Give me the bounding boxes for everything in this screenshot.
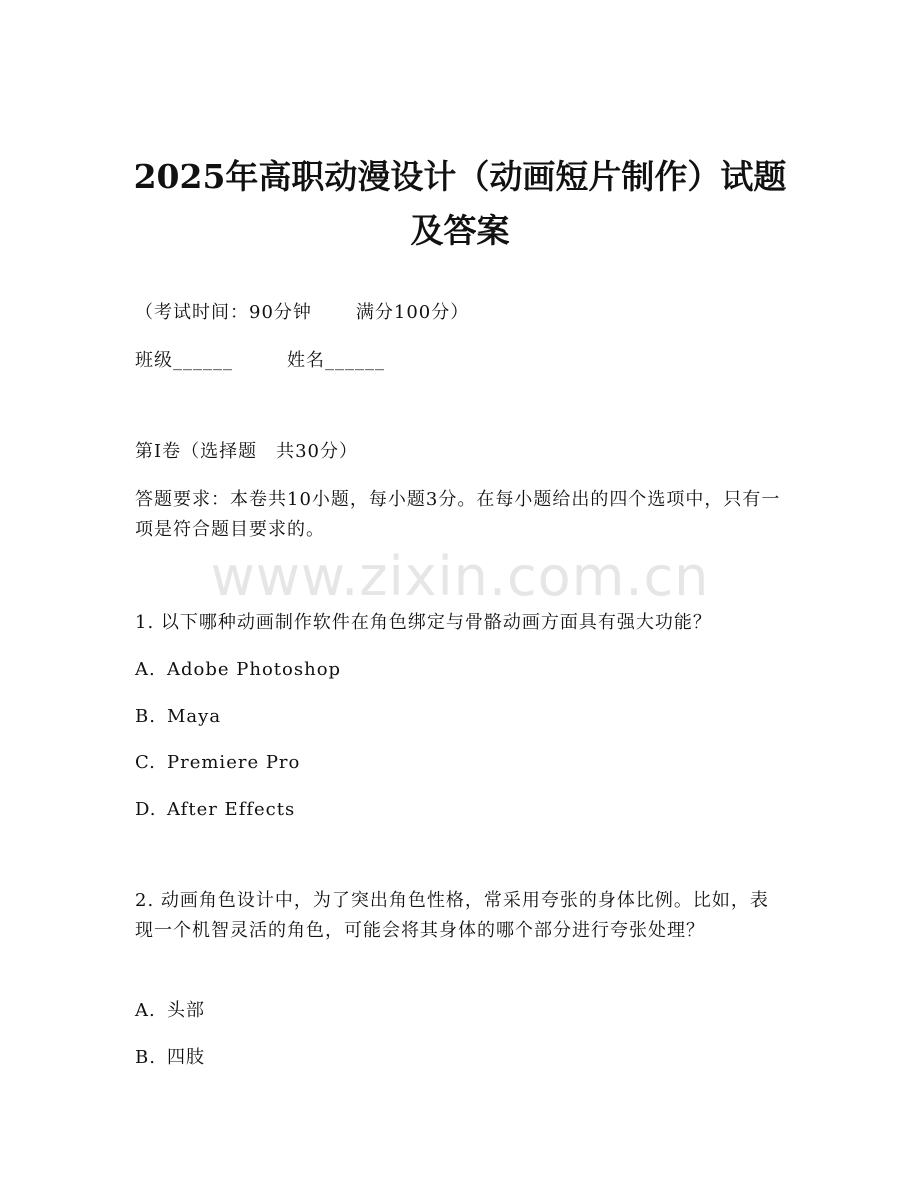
- question-1: 1. 以下哪种动画制作软件在角色绑定与骨骼动画方面具有强大功能？: [135, 612, 712, 633]
- option-letter: D.: [135, 799, 157, 820]
- watermark: www.zixin.com.cn: [210, 545, 710, 608]
- option-letter: A.: [135, 1000, 156, 1021]
- option-letter: C.: [135, 752, 156, 773]
- question-1-option-c: [135, 748, 300, 778]
- question-1-option-d: [135, 795, 295, 825]
- option-text: Maya: [167, 706, 222, 727]
- question-1-option-a: [135, 655, 341, 685]
- option-text: 四肢: [167, 1047, 205, 1068]
- exam-meta: [135, 298, 469, 328]
- document-title: [90, 150, 830, 258]
- section-title: 第I卷（选择题 共30分）: [135, 441, 359, 462]
- title-line-2: 及答案: [410, 211, 510, 250]
- instructions: 答题要求：本卷共10小题，每小题3分。在每小题给出的四个选项中，只有一项是符合题目要求的。: [135, 489, 781, 540]
- option-text: Adobe Photoshop: [167, 659, 342, 680]
- option-letter: B.: [135, 1047, 156, 1068]
- question-2-option-b: [135, 1043, 205, 1073]
- option-text: After Effects: [167, 799, 296, 820]
- option-letter: B.: [135, 706, 156, 727]
- student-info: [135, 346, 385, 376]
- name-field: 姓名______: [287, 350, 385, 371]
- question-2-option-a: [135, 996, 205, 1026]
- full-score: 满分100分）: [355, 302, 470, 323]
- class-field: 班级______: [135, 350, 233, 371]
- exam-time: （考试时间：90分钟: [135, 302, 312, 323]
- question-2: 2. 动画角色设计中，为了突出角色性格，常采用夸张的身体比例。比如，表现一个机智灵活的角色，可能会将其身体的哪个部分进行夸张处理？: [135, 890, 769, 941]
- option-text: Premiere Pro: [167, 752, 301, 773]
- option-text: 头部: [167, 1000, 205, 1021]
- question-1-option-b: [135, 702, 221, 732]
- option-letter: A.: [135, 659, 156, 680]
- title-line-1: 2025年高职动漫设计（动画短片制作）试题: [133, 157, 787, 196]
